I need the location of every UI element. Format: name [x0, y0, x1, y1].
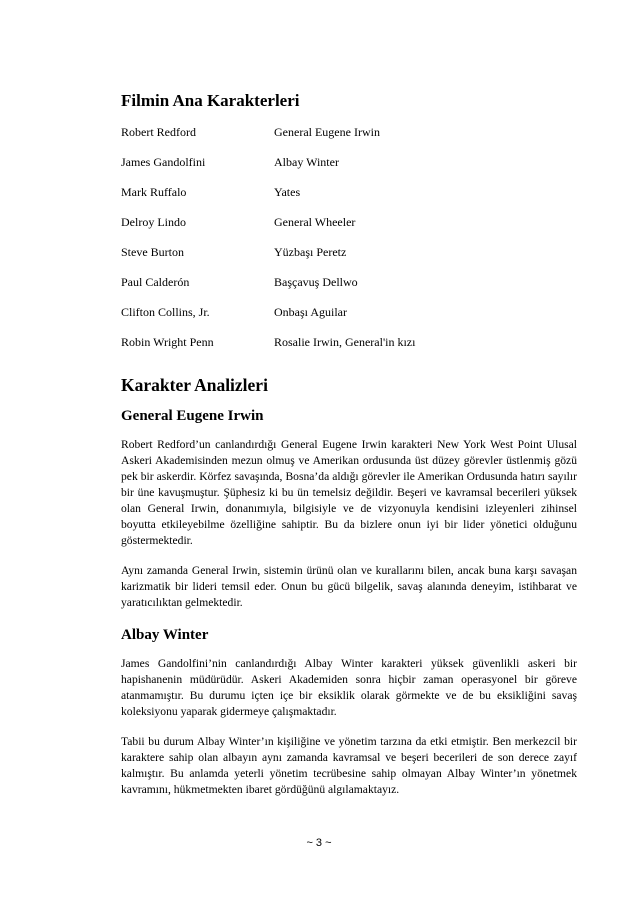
cast-row	[121, 155, 577, 185]
actor-name: Mark Ruffalo	[121, 185, 187, 199]
cast-row	[121, 335, 577, 365]
analysis-section-title: Karakter Analizleri	[121, 375, 268, 395]
paragraph: Robert Redford’un canlandırdığı General Eugene Irwin karakteri New York West Point Ulusal Askeri Akademisinden mezun olmuş ve Amerikan ordusunda üst düzey görevler üstlenmiş gözü pek bir askerdir. Körfez savaşında, Bosna’da aldığı görevler ile Amerikan Ordusunda hatırı sayılır bir üne kavuşmuştur. Şüphesiz ki bu ün temelsiz değildir. Beşeri ve kavramsal becerileri yüksek olan General Irwin, donanımıyla, bilgisiyle ve de vizyonuyla kendisini izleyenleri zihinsel boyutta etkileyebilme özelliğine sahiptir. Bu da bizlere onun iyi bir lider yönetici olduğunu göstermektedir.	[121, 438, 577, 547]
paragraph: James Gandolfini’nin canlandırdığı Albay Winter karakteri yüksek güvenlikli askeri bir hapishanenin müdürüdür. Askeri Akademiden sonra hiçbir zaman operasyonel bir göreve atanmamıştır. Bu durumu içten içe bir eksiklik olarak görmekte ve de bu eksikliğini savaş koleksiyonu yaparak gidermeye çalışmaktadır.	[121, 657, 577, 718]
actor-name: James Gandolfini	[121, 155, 206, 169]
page-number: ~ 3 ~	[306, 837, 332, 849]
role-name: General Wheeler	[274, 215, 356, 229]
role-name: Onbaşı Aguilar	[274, 305, 347, 319]
cast-row	[121, 185, 577, 215]
cast-row	[121, 245, 577, 275]
role-name: Yates	[274, 185, 301, 199]
cast-row	[121, 125, 577, 155]
actor-name: Steve Burton	[121, 245, 184, 259]
actor-name: Clifton Collins, Jr.	[121, 305, 210, 319]
actor-name: Robert Redford	[121, 125, 196, 139]
character-heading-irwin: General Eugene Irwin	[121, 408, 264, 424]
actor-name: Robin Wright Penn	[121, 335, 214, 349]
role-name: General Eugene Irwin	[274, 125, 380, 139]
cast-section-title: Filmin Ana Karakterleri	[121, 91, 300, 110]
cast-row	[121, 275, 577, 305]
actor-name: Paul Calderón	[121, 275, 190, 289]
paragraph: Aynı zamanda General Irwin, sistemin ürünü olan ve kurallarını bilen, ancak buna karşı savaşan karizmatik bir lideri temsil eder. Onun bu gücü bilgelik, savaş alanında deneyim, istihbarat ve yaratıcılıktan gelmektedir.	[121, 564, 577, 609]
actor-name: Delroy Lindo	[121, 215, 186, 229]
page-content	[121, 91, 577, 812]
role-name: Rosalie Irwin, General'in kızı	[274, 335, 416, 349]
cast-row	[121, 215, 577, 245]
character-heading-winter: Albay Winter	[121, 627, 209, 643]
cast-row	[121, 305, 577, 335]
role-name: Albay Winter	[274, 155, 339, 169]
role-name: Başçavuş Dellwo	[274, 275, 358, 289]
role-name: Yüzbaşı Peretz	[274, 245, 347, 259]
cast-table	[121, 125, 577, 365]
paragraph: Tabii bu durum Albay Winter’ın kişiliğine ve yönetim tarzına da etki etmiştir. Ben merkezcil bir karaktere sahip olan albayın aynı zamanda kavramsal ve beşeri becerileri de son derece zayıf kalmıştır. Bu anlamda yeterli yönetim tecrübesine sahip olmayan Albay Winter’ın yönetmek kavramını, hükmetmekten ibaret gördüğünü algılamaktayız.	[121, 735, 577, 796]
